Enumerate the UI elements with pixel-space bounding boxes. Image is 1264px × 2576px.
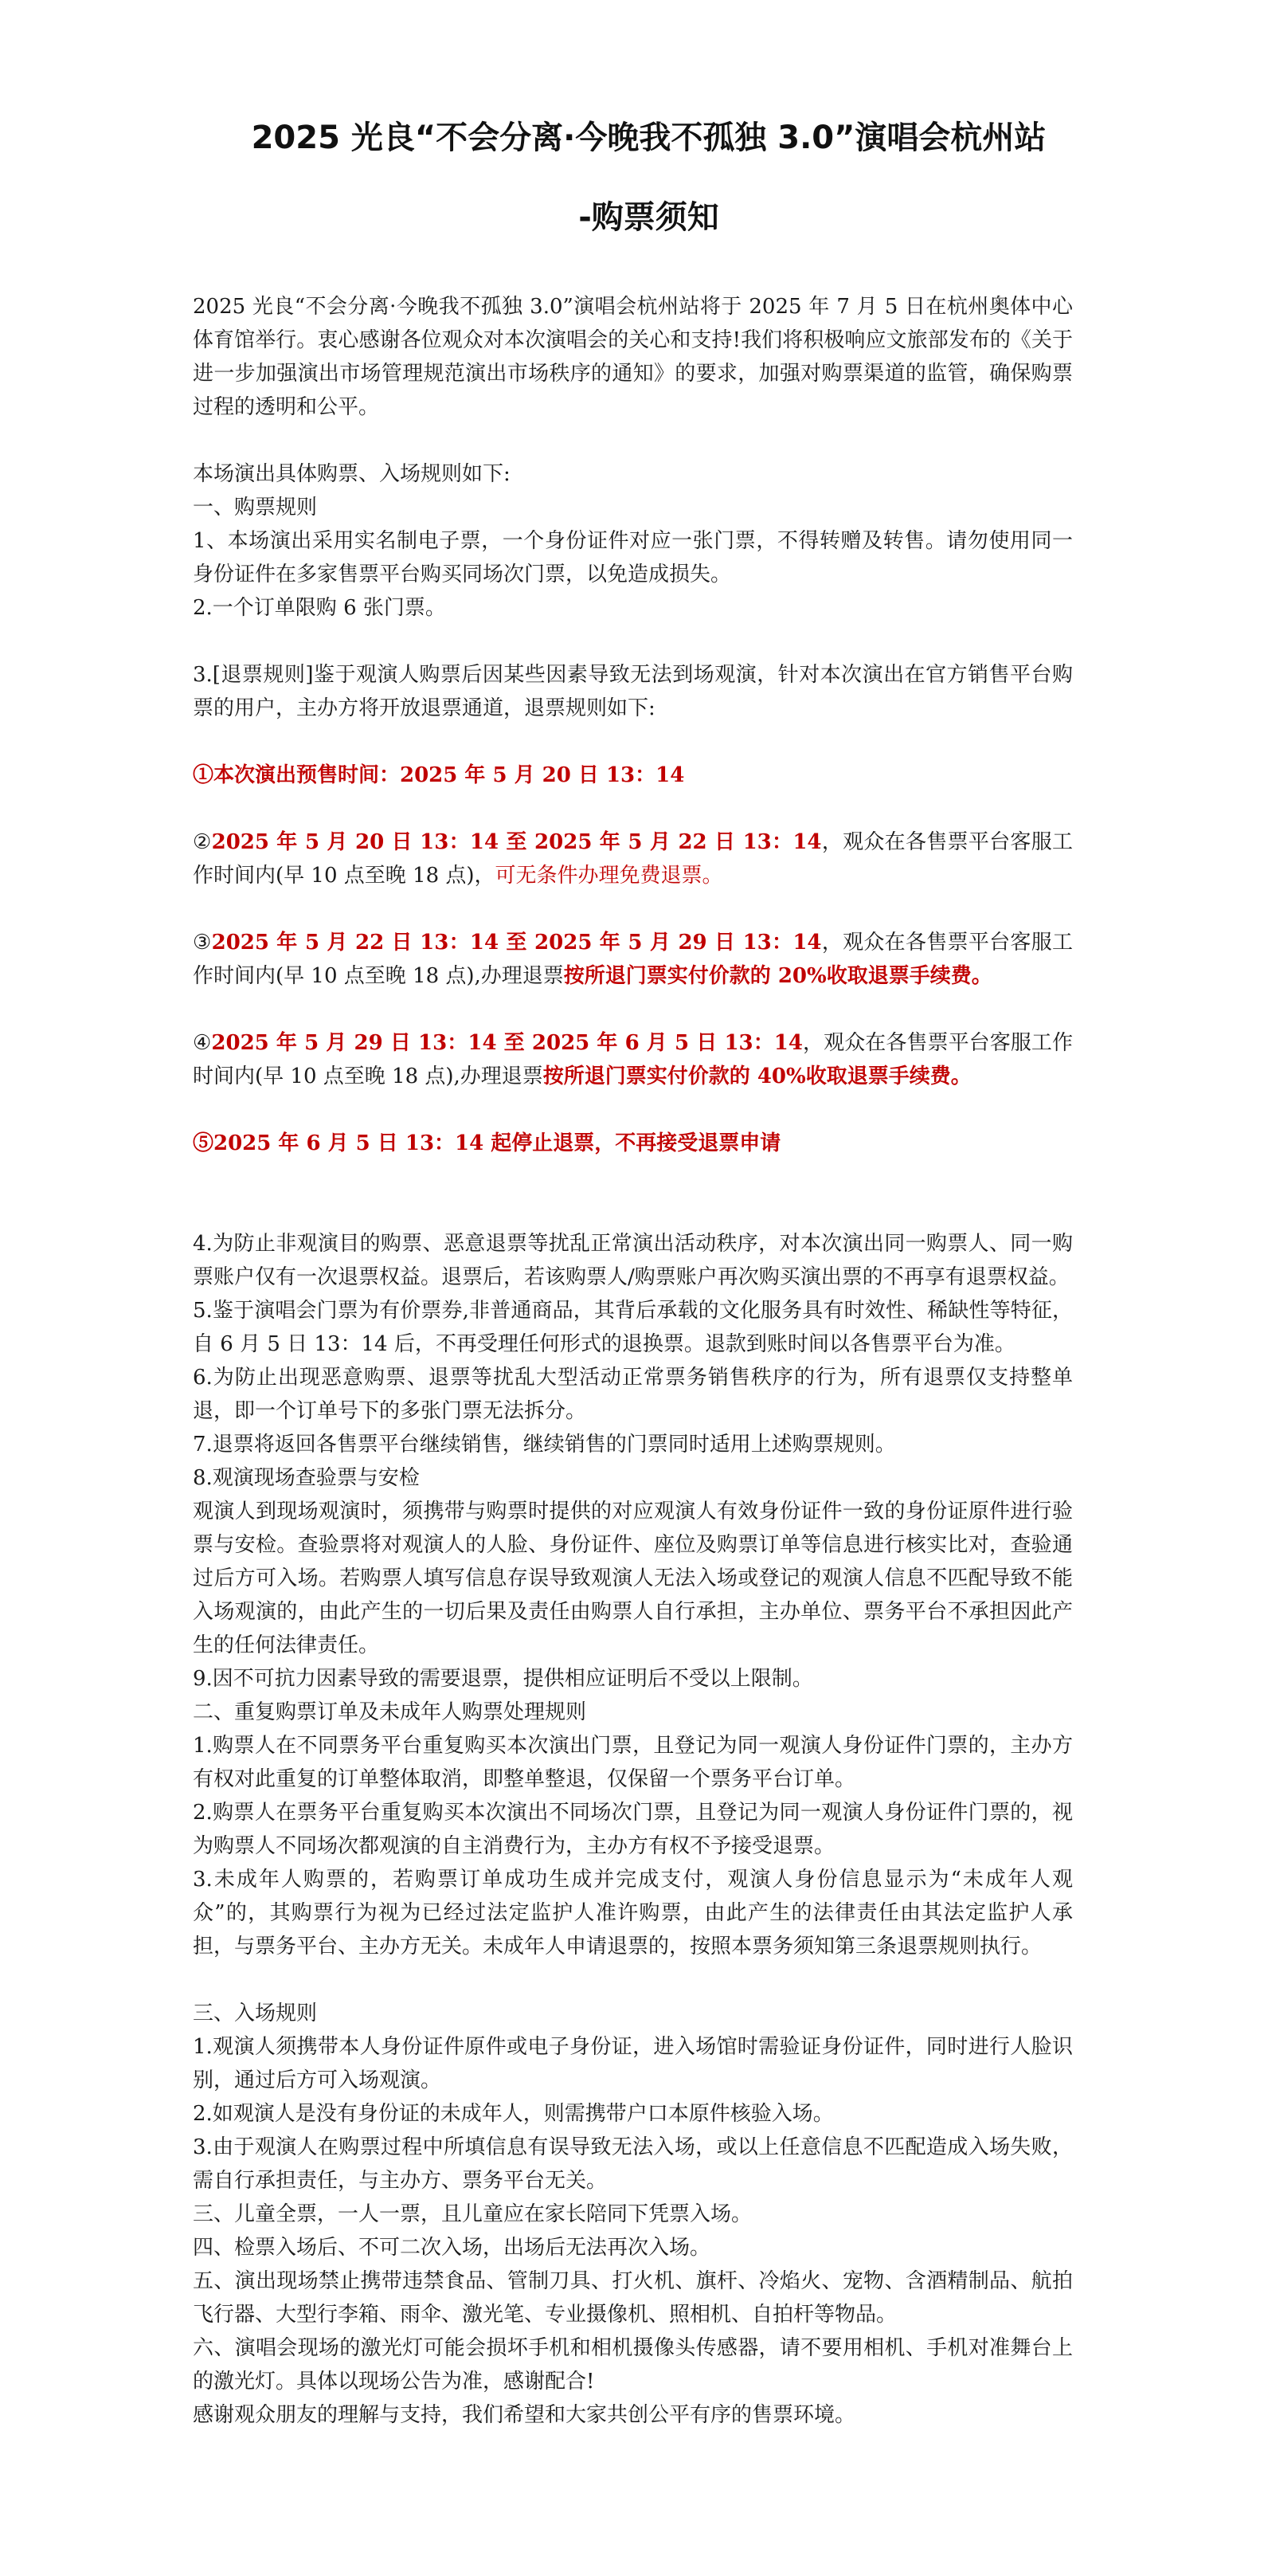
- refund-rule-4-period: 2025 年 5 月 29 日 13：14 至 2025 年 6 月 5 日 13：14: [211, 1031, 803, 1055]
- thanks-note: 感谢观众朋友的理解与支持，我们希望和大家共创公平有序的售票环境。: [193, 2403, 856, 2427]
- spacer: [193, 892, 1073, 926]
- purchase-rule-9: 9.因不可抗力因素导致的需要退票，提供相应证明后不受以上限制。: [193, 1667, 813, 1691]
- title-line-1: 2025 光良“不会分离·今晚我不孤独 3.0”演唱会杭州站: [251, 120, 1047, 156]
- purchase-rule-5: 5.鉴于演唱会门票为有价票券,非普通商品，其背后承载的文化服务具有时效性、稀缺性等特征，自 6 月 5 日 13：14 后，不再受理任何形式的退换票。退款到账时间以各售票平台为准。: [193, 1299, 1073, 1356]
- prohibited-items-rule: 五、演出现场禁止携带违禁食品、管制刀具、打火机、旗杆、冷焰火、宠物、含酒精制品、航拍飞行器、大型行李箱、雨伞、激光笔、专业摄像机、照相机、自拍杆等物品。: [193, 2269, 1073, 2327]
- section-3-heading: 三、入场规则: [193, 2002, 318, 2025]
- purchase-rule-7: 7.退票将返回各售票平台继续销售，继续销售的门票同时适用上述购票规则。: [193, 1433, 896, 1457]
- purchase-rule-1: 1、本场演出采用实名制电子票，一个身份证件对应一张门票，不得转赠及转售。请勿使用同一身份证件在多家售票平台购买同场次门票，以免造成损失。: [193, 529, 1073, 586]
- entry-rule-3: 3.由于观演人在购票过程中所填信息有误导致无法入场，或以上任意信息不匹配造成入场失败，需自行承担责任，与主办方、票务平台无关。: [193, 2135, 1073, 2193]
- spacer: [193, 993, 1073, 1026]
- purchase-rule-6: 6.为防止出现恶意购票、退票等扰乱大型活动正常票务销售秩序的行为，所有退票仅支持整单退，即一个订单号下的多张门票无法拆分。: [193, 1366, 1073, 1423]
- rules-intro: 本场演出具体购票、入场规则如下:: [193, 462, 511, 486]
- refund-rule-3-number: ③: [193, 931, 212, 955]
- refund-rule-4: [193, 1026, 1073, 1093]
- refund-rule-2-period: 2025 年 5 月 20 日 13：14 至 2025 年 5 月 22 日 13：14: [211, 830, 822, 854]
- refund-rule-4-policy: 按所退门票实付价款的 40%收取退票手续费。: [542, 1065, 972, 1088]
- minor-rule-3: 3.未成年人购票的，若购票订单成功生成并完成支付，观演人身份信息显示为“未成年人观众”的，其购票行为视为已经过法定监护人准许购票，由此产生的法律责任由其法定监护人承担，与票务平台、主办方无关。未成年人申请退票的，按照本票务须知第三条退票规则执行。: [193, 1868, 1073, 1958]
- refund-rule-2-policy: 可无条件办理免费退票。: [495, 864, 723, 888]
- spacer: [193, 725, 1073, 759]
- duplicate-rule-1: 1.购票人在不同票务平台重复购买本次演出门票，且登记为同一观演人身份证件门票的，主办方有权对此重复的订单整体取消，即整单整退，仅保留一个票务平台订单。: [193, 1734, 1073, 1791]
- refund-rule-2-number: ②: [193, 830, 212, 854]
- duplicate-rule-2: 2.购票人在票务平台重复购买本次演出不同场次门票，且登记为同一观演人身份证件门票的，视为购票人不同场次都观演的自主消费行为，主办方有权不予接受退票。: [193, 1801, 1073, 1858]
- laser-warning: 六、演唱会现场的激光灯可能会损坏手机和相机摄像头传感器，请不要用相机、手机对准舞台上的激光灯。具体以现场公告为准，感谢配合!: [193, 2336, 1073, 2394]
- purchase-rule-3: 3.[退票规则]鉴于观演人购票后因某些因素导致无法到场观演，针对本次演出在官方销售平台购票的用户，主办方将开放退票通道，退票规则如下:: [193, 663, 1073, 720]
- refund-rule-4-number: ④: [193, 1031, 212, 1055]
- title-line-2: -购票须知: [578, 199, 719, 236]
- spacer: [193, 1160, 1073, 1227]
- purchase-rule-2: 2.一个订单限购 6 张门票。: [193, 596, 446, 620]
- refund-rule-3: [193, 926, 1073, 993]
- spacer: [193, 625, 1073, 658]
- spacer: [193, 1963, 1073, 1997]
- entry-rule-2: 2.如观演人是没有身份证的未成年人，则需携带户口本原件核验入场。: [193, 2102, 834, 2126]
- section-1-heading: 一、购票规则: [193, 496, 318, 520]
- refund-rule-2-text: ，观众在各售票平台客服工作时间内(早 10 点至晚 18 点)，: [193, 830, 1073, 888]
- purchase-rule-4: 4.为防止非观演目的购票、恶意退票等扰乱正常演出活动秩序，对本次演出同一购票人、同一购票账户仅有一次退票权益。退票后，若该购票人/购票账户再次购买演出票的不再享有退票权益。: [193, 1232, 1073, 1289]
- spacer: [193, 424, 1073, 457]
- refund-rule-3-text: ，观众在各售票平台客服工作时间内(早 10 点至晚 18 点),办理退票: [193, 931, 1073, 988]
- page-title: [225, 112, 1073, 244]
- purchase-rule-8: 8.观演现场查验票与安检: [193, 1466, 420, 1490]
- section-2-heading: 二、重复购票订单及未成年人购票处理规则: [193, 1700, 587, 1724]
- reentry-rule: 四、检票入场后、不可二次入场，出场后无法再次入场。: [193, 2236, 711, 2260]
- refund-rule-1: ①本次演出预售时间：2025 年 5 月 20 日 13：14: [193, 763, 685, 787]
- refund-rule-5: ⑤2025 年 6 月 5 日 13：14 起停止退票，不再接受退票申请: [193, 1131, 781, 1155]
- intro-paragraph: 2025 光良“不会分离·今晚我不孤独 3.0”演唱会杭州站将于 2025 年 7 月 5 日在杭州奥体中心体育馆举行。衷心感谢各位观众对本次演唱会的关心和支持!我们将积极响应文旅部发布的《关于进一步加强演出市场管理规范演出市场秩序的通知》的要求，加强对购票渠道的监管，确保购票过程的透明和公平。: [193, 295, 1073, 419]
- refund-rule-4-text: ，观众在各售票平台客服工作时间内(早 10 点至晚 18 点),办理退票: [193, 1031, 1073, 1088]
- children-rule: 三、儿童全票，一人一票，且儿童应在家长陪同下凭票入场。: [193, 2202, 753, 2226]
- spacer: [193, 792, 1073, 825]
- refund-rule-2: [193, 825, 1073, 892]
- refund-rule-3-policy: 按所退门票实付价款的 20%收取退票手续费。: [563, 964, 992, 988]
- purchase-rule-8-body: 观演人到现场观演时，须携带与购票时提供的对应观演人有效身份证件一致的身份证原件进行验票与安检。查验票将对观演人的人脸、身份证件、座位及购票订单等信息进行核实比对，查验通过后方可入场。若购票人填写信息存误导致观演人无法入场或登记的观演人信息不匹配导致不能入场观演的，由此产生的一切后果及责任由购票人自行承担，主办单位、票务平台不承担因此产生的任何法律责任。: [193, 1500, 1073, 1657]
- entry-rule-1: 1.观演人须携带本人身份证件原件或电子身份证，进入场馆时需验证身份证件，同时进行人脸识别，通过后方可入场观演。: [193, 2035, 1073, 2092]
- notice-body: [193, 290, 1073, 2432]
- spacer: [193, 1093, 1073, 1127]
- refund-rule-3-period: 2025 年 5 月 22 日 13：14 至 2025 年 5 月 29 日 13：14: [211, 931, 822, 955]
